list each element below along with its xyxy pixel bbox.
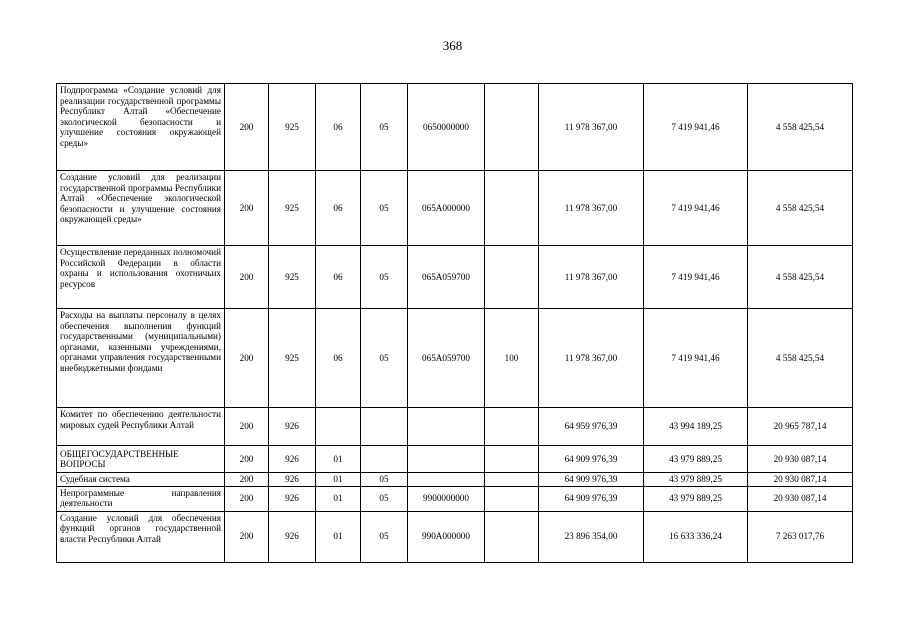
target-article-cell: 0650000000 [408,84,485,171]
expense-type-cell [485,473,539,487]
expense-type-cell [485,446,539,473]
amount-3-cell: 4 558 425,54 [748,84,853,171]
target-article-cell: 990A000000 [408,511,485,562]
amount-1-cell: 64 909 976,39 [539,446,644,473]
section-cell: 06 [316,84,361,171]
ved-cell: 200 [225,511,269,562]
amount-2-cell: 43 994 189,25 [644,408,748,446]
amount-3-cell: 20 930 087,14 [748,486,853,511]
amount-1-cell: 64 909 976,39 [539,486,644,511]
amount-3-cell: 20 930 087,14 [748,473,853,487]
table-row [57,446,853,473]
ved-cell: 200 [225,309,269,408]
target-article-cell: 065A000000 [408,171,485,246]
table-row [57,408,853,446]
subsection-cell: 05 [361,473,408,487]
ved-cell: 200 [225,486,269,511]
subsection-cell: 05 [361,511,408,562]
table-row [57,473,853,487]
table-row [57,171,853,246]
expense-type-cell [485,511,539,562]
amount-3-cell: 4 558 425,54 [748,171,853,246]
ved-cell: 200 [225,246,269,309]
section-cell: 06 [316,309,361,408]
table-row [57,486,853,511]
amount-3-cell: 20 930 087,14 [748,446,853,473]
row-name-cell: Подпрограмма «Создание условий для реализации государственной программы Республикт Алтай «Обеспечение экологической безопасности и улучшение состояния окружающей среды» [57,84,225,171]
row-name-cell: Комитет по обеспечению деятельности мировых судей Республики Алтай [57,408,225,446]
amount-3-cell: 4 558 425,54 [748,246,853,309]
row-name-cell: Осуществление переданных полномочий Российской Федерации в области охраны и использования охотничьих ресурсов [57,246,225,309]
expense-type-cell [485,84,539,171]
table-row [57,84,853,171]
subsection-cell [361,446,408,473]
subsection-cell: 05 [361,309,408,408]
amount-2-cell: 7 419 941,46 [644,171,748,246]
subsection-cell [361,408,408,446]
amount-1-cell: 11 978 367,00 [539,84,644,171]
section-cell: 06 [316,246,361,309]
adm-cell: 926 [269,511,316,562]
amount-1-cell: 11 978 367,00 [539,171,644,246]
subsection-cell: 05 [361,84,408,171]
amount-1-cell: 11 978 367,00 [539,246,644,309]
adm-cell: 925 [269,246,316,309]
amount-1-cell: 23 896 354,00 [539,511,644,562]
adm-cell: 925 [269,309,316,408]
amount-2-cell: 7 419 941,46 [644,309,748,408]
amount-3-cell: 7 263 017,76 [748,511,853,562]
expense-type-cell [485,486,539,511]
row-name-cell: Расходы на выплаты персоналу в целях обеспечения выполнения функций государственными (муниципальными) органами, казенными учреждениями, органами управления государственными внебюджетными фондами [57,309,225,408]
table-row [57,511,853,562]
adm-cell: 926 [269,473,316,487]
table-row [57,246,853,309]
amount-1-cell: 11 978 367,00 [539,309,644,408]
row-name-cell: Судебная система [57,473,225,487]
adm-cell: 925 [269,84,316,171]
page-number: 368 [442,38,463,53]
target-article-cell: 065A059700 [408,309,485,408]
section-cell [316,408,361,446]
ved-cell: 200 [225,171,269,246]
expense-type-cell [485,246,539,309]
target-article-cell: 065A059700 [408,246,485,309]
row-name-cell: ОБЩЕГОСУДАРСТВЕННЫЕ ВОПРОСЫ [57,446,225,473]
amount-2-cell: 16 633 336,24 [644,511,748,562]
expense-type-cell [485,408,539,446]
subsection-cell: 05 [361,246,408,309]
amount-2-cell: 7 419 941,46 [644,84,748,171]
target-article-cell [408,446,485,473]
adm-cell: 925 [269,171,316,246]
section-cell: 01 [316,486,361,511]
ved-cell: 200 [225,473,269,487]
target-article-cell [408,473,485,487]
table-row [57,309,853,408]
section-cell: 06 [316,171,361,246]
ved-cell: 200 [225,408,269,446]
amount-3-cell: 4 558 425,54 [748,309,853,408]
row-name-cell: Создание условий для обеспечения функций органов государственной власти Республики Алтай [57,511,225,562]
subsection-cell: 05 [361,171,408,246]
adm-cell: 926 [269,486,316,511]
amount-2-cell: 43 979 889,25 [644,446,748,473]
ved-cell: 200 [225,446,269,473]
budget-table [56,83,853,563]
section-cell: 01 [316,473,361,487]
expense-type-cell: 100 [485,309,539,408]
expense-type-cell [485,171,539,246]
row-name-cell: Непрограммные направления деятельности [57,486,225,511]
subsection-cell: 05 [361,486,408,511]
amount-3-cell: 20 965 787,14 [748,408,853,446]
amount-1-cell: 64 959 976,39 [539,408,644,446]
row-name-cell: Создание условий для реализации государственной программы Республики Алтай «Обеспечение экологической безопасности и улучшение состояния окружающей среды» [57,171,225,246]
section-cell: 01 [316,446,361,473]
section-cell: 01 [316,511,361,562]
amount-2-cell: 43 979 889,25 [644,473,748,487]
amount-2-cell: 43 979 889,25 [644,486,748,511]
adm-cell: 926 [269,446,316,473]
target-article-cell: 9900000000 [408,486,485,511]
target-article-cell [408,408,485,446]
ved-cell: 200 [225,84,269,171]
amount-1-cell: 64 909 976,39 [539,473,644,487]
amount-2-cell: 7 419 941,46 [644,246,748,309]
adm-cell: 926 [269,408,316,446]
